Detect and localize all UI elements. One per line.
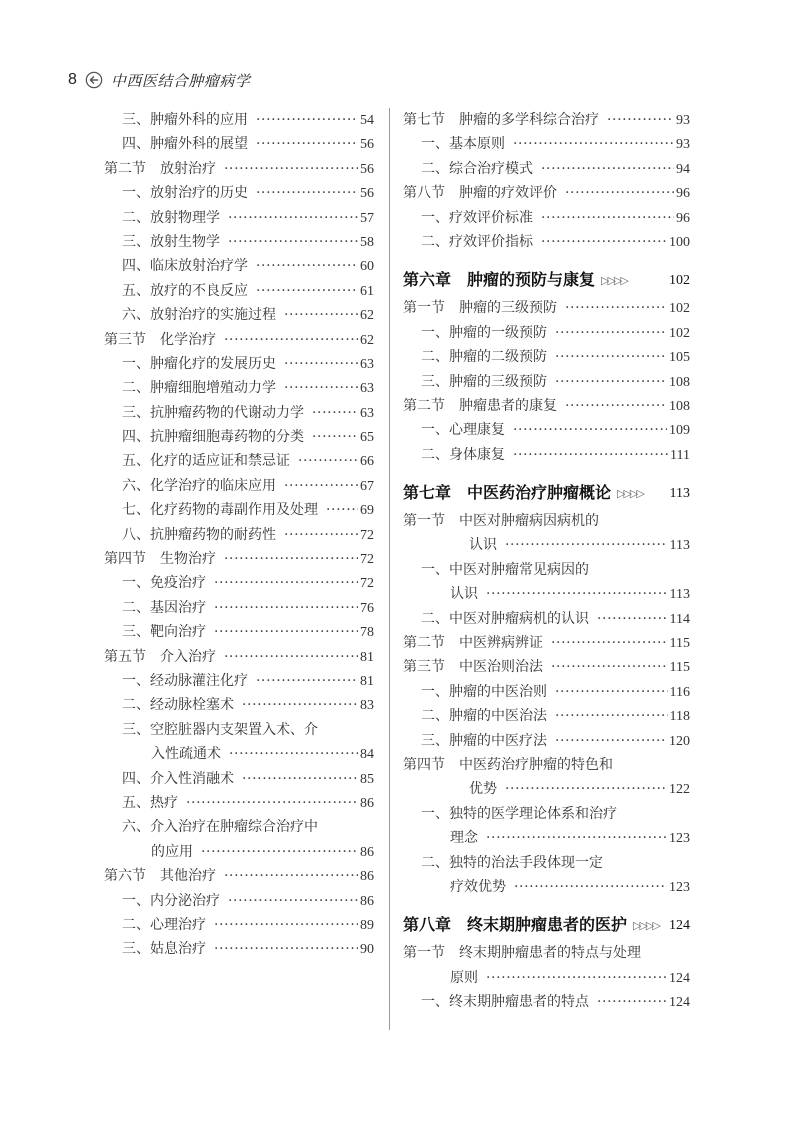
toc-entry[interactable] — [104, 181, 374, 205]
toc-entry-title: 第二节 肿瘤患者的康复 — [403, 397, 557, 414]
toc-entry[interactable] — [403, 875, 690, 899]
dot-leader — [214, 620, 358, 644]
dot-leader — [505, 533, 668, 557]
toc-page-number: 78 — [360, 625, 374, 641]
dot-leader — [555, 680, 668, 704]
toc-page-number: 120 — [669, 733, 690, 749]
toc-page-number: 108 — [669, 374, 690, 390]
toc-entry-title: 二、肿瘤的二级预防 — [421, 349, 547, 366]
toc-page-number: 100 — [669, 234, 690, 250]
dot-leader — [256, 132, 358, 156]
toc-entry[interactable] — [104, 108, 374, 132]
toc-entry-title: 一、疗效评价标准 — [421, 209, 533, 226]
toc-page-number: 96 — [676, 210, 690, 226]
dot-leader — [284, 474, 358, 498]
dot-leader — [229, 742, 358, 766]
toc-page-number: 72 — [360, 527, 374, 543]
toc-entry-title: 五、化疗的适应证和禁忌证 — [122, 453, 290, 470]
toc-entry-title: 第四节 生物治疗 — [104, 551, 216, 568]
dot-leader — [555, 729, 667, 753]
toc-entry-title: 四、肿瘤外科的展望 — [122, 136, 248, 153]
dot-leader — [242, 693, 358, 717]
dot-leader — [312, 401, 358, 425]
toc-entry-line — [403, 941, 690, 965]
toc-entry-title: 第七节 肿瘤的多学科综合治疗 — [403, 112, 599, 128]
chevron-arrows-icon: ▷▷▷▷ — [601, 275, 627, 288]
toc-entry-title: 三、放射生物学 — [122, 233, 220, 250]
toc-entry-title: 一、基本原则 — [421, 136, 505, 153]
toc-entry[interactable] — [104, 523, 374, 547]
toc-entry[interactable] — [104, 767, 374, 791]
dot-leader — [284, 352, 358, 376]
toc-entry-title: 二、疗效评价指标 — [421, 233, 533, 250]
toc-page-number: 72 — [360, 576, 374, 592]
toc-page-number: 54 — [360, 113, 374, 128]
toc-entry[interactable] — [403, 394, 690, 418]
toc-entry-title: 三、抗肿瘤药物的代谢动力学 — [122, 404, 304, 421]
dot-leader — [565, 296, 667, 320]
chapter-title: 第七章 中医药治疗肿瘤概论 — [403, 485, 612, 503]
toc-page-number: 90 — [360, 942, 374, 958]
dot-leader — [514, 875, 667, 899]
toc-entry[interactable] — [104, 376, 374, 400]
toc-entry-title: 二、肿瘤的中医治法 — [421, 708, 547, 725]
dot-leader — [551, 631, 668, 655]
toc-entry-title: 一、心理康复 — [421, 422, 505, 439]
toc-page-number: 113 — [669, 587, 690, 603]
toc-page-number: 84 — [360, 747, 374, 763]
dot-leader — [224, 547, 358, 571]
dot-leader — [201, 840, 358, 864]
toc-entry-title: 第一节 肿瘤的三级预防 — [403, 300, 557, 317]
toc-entry[interactable] — [104, 840, 374, 864]
toc-entry-title: 四、介入性消融术 — [122, 770, 234, 787]
toc-entry[interactable] — [403, 966, 690, 990]
dot-leader — [228, 206, 358, 230]
toc-entry-title: 一、免疫治疗 — [122, 575, 206, 592]
chapter-title: 第六章 肿瘤的预防与康复 — [403, 272, 596, 290]
toc-entry[interactable] — [403, 582, 690, 606]
toc-page-number: 85 — [360, 771, 374, 787]
dot-leader — [224, 864, 358, 888]
toc-entry-title: 三、空腔脏器内支架置入术、介 — [122, 721, 318, 738]
toc-entry-title: 二、经动脉栓塞术 — [122, 697, 234, 714]
toc-page-number: 81 — [360, 649, 374, 665]
toc-entry[interactable] — [104, 596, 374, 620]
toc-entry-title: 七、化疗药物的毒副作用及处理 — [122, 502, 318, 519]
dot-leader — [256, 254, 358, 278]
toc-entry-title: 四、抗肿瘤细胞毒药物的分类 — [122, 429, 304, 446]
dot-leader — [551, 655, 668, 679]
toc-entry-title: 一、肿瘤的一级预防 — [421, 324, 547, 341]
toc-entry[interactable] — [104, 132, 374, 156]
toc-entry[interactable] — [403, 296, 690, 320]
toc-entry-title: 第一节 中医对肿瘤病因病机的 — [403, 513, 599, 530]
toc-entry-title: 一、肿瘤的中医治则 — [421, 683, 547, 700]
toc-entry-title: 认识 — [450, 586, 478, 603]
toc-page-number: 108 — [669, 398, 690, 414]
dot-leader — [224, 157, 358, 181]
toc-entry[interactable] — [403, 607, 690, 631]
dot-leader — [607, 108, 674, 132]
toc-entry-title: 第三节 化学治疗 — [104, 331, 216, 348]
chapter-title: 第八章 终末期肿瘤患者的医护 — [403, 917, 628, 935]
toc-page-number: 62 — [360, 308, 374, 324]
toc-chapter-heading[interactable] — [403, 266, 690, 296]
toc-page-number: 86 — [360, 893, 374, 909]
toc-entry-title: 三、靶向治疗 — [122, 624, 206, 641]
toc-entry-line — [104, 718, 374, 742]
chapter-spacer — [403, 467, 690, 479]
toc-page-number: 123 — [669, 879, 690, 895]
toc-page-number: 61 — [360, 283, 374, 299]
toc-entry-title: 理念 — [450, 830, 478, 847]
dot-leader — [541, 157, 674, 181]
chapter-spacer — [403, 254, 690, 266]
toc-entry-title: 三、肿瘤的三级预防 — [421, 373, 547, 390]
toc-entry-title: 一、中医对肿瘤常见病因的 — [421, 561, 589, 578]
toc-chapter-heading[interactable] — [403, 911, 690, 941]
dot-leader — [284, 376, 358, 400]
toc-page-number: 63 — [360, 405, 374, 421]
toc-entry[interactable] — [104, 157, 374, 181]
toc-entry-title: 六、介入治疗在肿瘤综合治疗中 — [122, 819, 318, 836]
dot-leader — [486, 582, 668, 606]
toc-page-number: 123 — [669, 831, 690, 847]
dot-leader — [326, 498, 358, 522]
toc-entry[interactable] — [403, 181, 690, 205]
dot-leader — [228, 889, 358, 913]
chapter-spacer — [403, 899, 690, 911]
toc-page-number: 67 — [360, 478, 374, 494]
toc-page-number: 115 — [669, 660, 690, 676]
toc-entry-title: 二、身体康复 — [421, 446, 505, 463]
toc-page-number: 102 — [669, 325, 690, 341]
chapter-page-number: 124 — [669, 918, 690, 934]
toc-entry[interactable] — [104, 547, 374, 571]
toc-entry[interactable] — [403, 443, 690, 467]
toc-left-column — [104, 108, 374, 962]
dot-leader — [555, 704, 668, 728]
chevron-arrows-icon: ▷▷▷▷ — [633, 920, 659, 933]
toc-entry[interactable] — [403, 533, 690, 557]
toc-page-number: 93 — [676, 113, 690, 128]
toc-entry[interactable] — [403, 704, 690, 728]
toc-entry-line — [403, 851, 690, 875]
toc-entry[interactable] — [403, 345, 690, 369]
toc-page-number: 57 — [360, 210, 374, 226]
page-header — [68, 66, 250, 94]
toc-entry[interactable] — [104, 206, 374, 230]
toc-entry[interactable] — [104, 864, 374, 888]
dot-leader — [486, 966, 667, 990]
toc-entry-title: 原则 — [450, 969, 478, 986]
toc-entry[interactable] — [403, 321, 690, 345]
toc-page-number: 62 — [360, 332, 374, 348]
toc-entry-title: 一、内分泌治疗 — [122, 892, 220, 909]
dot-leader — [565, 181, 674, 205]
toc-page-number: 111 — [670, 447, 690, 463]
toc-page-number: 86 — [360, 869, 374, 885]
toc-page-number: 122 — [669, 782, 690, 798]
toc-entry-title: 优势 — [469, 781, 497, 798]
toc-page-number: 83 — [360, 698, 374, 714]
toc-entry[interactable] — [104, 449, 374, 473]
toc-entry-title: 一、经动脉灌注化疗 — [122, 672, 248, 689]
toc-entry[interactable] — [104, 425, 374, 449]
toc-entry-title: 一、放射治疗的历史 — [122, 185, 248, 202]
back-arrow-icon — [85, 71, 103, 89]
toc-entry-title: 认识 — [469, 537, 497, 554]
toc-entry-title: 六、化学治疗的临床应用 — [122, 477, 276, 494]
toc-entry[interactable] — [104, 669, 374, 693]
toc-entry[interactable] — [403, 680, 690, 704]
toc-page-number: 63 — [360, 381, 374, 397]
toc-entry-line — [403, 509, 690, 533]
toc-entry[interactable] — [403, 826, 690, 850]
column-divider — [389, 108, 390, 1030]
toc-page-number: 56 — [360, 137, 374, 153]
toc-entry-title: 第三节 中医治则治法 — [403, 659, 543, 676]
toc-page-number: 66 — [360, 454, 374, 470]
dot-leader — [312, 425, 358, 449]
toc-entry[interactable] — [104, 645, 374, 669]
toc-page-number: 115 — [669, 636, 690, 652]
chapter-page-number: 113 — [669, 486, 690, 502]
toc-entry[interactable] — [403, 230, 690, 254]
dot-leader — [565, 394, 667, 418]
dot-leader — [256, 108, 358, 132]
toc-entry-title: 五、热疗 — [122, 794, 178, 811]
toc-entry[interactable] — [104, 937, 374, 961]
toc-entry[interactable] — [104, 254, 374, 278]
dot-leader — [555, 345, 667, 369]
toc-entry-title: 四、临床放射治疗学 — [122, 258, 248, 275]
dot-leader — [597, 990, 667, 1014]
dot-leader — [284, 303, 358, 327]
dot-leader — [513, 443, 668, 467]
dot-leader — [541, 206, 674, 230]
toc-page-number: 102 — [669, 301, 690, 317]
toc-entry[interactable] — [403, 132, 690, 156]
toc-entry[interactable] — [403, 655, 690, 679]
toc-entry-title: 五、放疗的不良反应 — [122, 282, 248, 299]
dot-leader — [513, 418, 667, 442]
dot-leader — [214, 937, 358, 961]
dot-leader — [541, 230, 667, 254]
toc-entry[interactable] — [104, 693, 374, 717]
dot-leader — [555, 321, 667, 345]
toc-entry[interactable] — [104, 328, 374, 352]
toc-page-number: 105 — [669, 350, 690, 366]
toc-page-number: 58 — [360, 234, 374, 250]
toc-entry-line — [104, 815, 374, 839]
toc-page-number: 114 — [669, 611, 690, 627]
toc-page-number: 86 — [360, 795, 374, 811]
toc-entry-title: 第一节 终末期肿瘤患者的特点与处理 — [403, 945, 641, 962]
toc-entry[interactable] — [403, 990, 690, 1014]
toc-entry-title: 一、独特的医学理论体系和治疗 — [421, 805, 617, 822]
toc-entry-title: 疗效优势 — [450, 878, 506, 895]
toc-page-number: 109 — [669, 423, 690, 439]
dot-leader — [284, 523, 358, 547]
toc-entry-title: 八、抗肿瘤药物的耐药性 — [122, 526, 276, 543]
dot-leader — [256, 181, 358, 205]
toc-entry[interactable] — [104, 303, 374, 327]
toc-page-number: 65 — [360, 430, 374, 446]
toc-page-number: 60 — [360, 259, 374, 275]
dot-leader — [214, 913, 358, 937]
dot-leader — [224, 328, 358, 352]
toc-page-number: 94 — [676, 161, 690, 177]
toc-entry[interactable] — [403, 206, 690, 230]
toc-entry[interactable] — [403, 157, 690, 181]
dot-leader — [214, 571, 358, 595]
toc-entry-title: 二、综合治疗模式 — [421, 160, 533, 177]
toc-entry[interactable] — [403, 631, 690, 655]
toc-right-column — [403, 108, 690, 1015]
toc-entry-title: 二、心理治疗 — [122, 916, 206, 933]
dot-leader — [186, 791, 358, 815]
toc-page-number: 81 — [360, 673, 374, 689]
toc-entry[interactable] — [104, 498, 374, 522]
toc-entry-title: 第六节 其他治疗 — [104, 868, 216, 885]
toc-entry-line — [403, 802, 690, 826]
toc-entry-line — [403, 753, 690, 777]
toc-entry-title: 六、放射治疗的实施过程 — [122, 307, 276, 324]
toc-entry-title: 二、放射物理学 — [122, 209, 220, 226]
toc-entry-title: 二、肿瘤细胞增殖动力学 — [122, 380, 276, 397]
toc-page-number: 69 — [360, 503, 374, 519]
toc-page-number: 124 — [669, 970, 690, 986]
toc-entry[interactable] — [104, 913, 374, 937]
toc-entry[interactable] — [403, 108, 690, 132]
toc-entry-title: 一、终末期肿瘤患者的特点 — [421, 994, 589, 1011]
toc-entry-title: 第五节 介入治疗 — [104, 648, 216, 665]
toc-page-number: 93 — [676, 137, 690, 153]
toc-entry[interactable] — [403, 777, 690, 801]
dot-leader — [298, 449, 358, 473]
toc-page-number: 63 — [360, 356, 374, 372]
toc-page-number: 89 — [360, 917, 374, 933]
toc-entry-title: 第二节 中医辨病辨证 — [403, 635, 543, 652]
dot-leader — [228, 230, 358, 254]
toc-entry-title: 二、独特的治法手段体现一定 — [421, 854, 603, 871]
toc-entry-line — [403, 558, 690, 582]
dot-leader — [224, 645, 358, 669]
toc-entry[interactable] — [104, 279, 374, 303]
toc-entry[interactable] — [403, 418, 690, 442]
toc-entry-title: 第四节 中医药治疗肿瘤的特色和 — [403, 756, 613, 773]
toc-entry-title: 一、肿瘤化疗的发展历史 — [122, 355, 276, 372]
chevron-arrows-icon: ▷▷▷▷ — [617, 488, 643, 501]
toc-page-number: 118 — [669, 709, 690, 725]
dot-leader — [214, 596, 358, 620]
dot-leader — [256, 669, 358, 693]
toc-entry-title: 第二节 放射治疗 — [104, 160, 216, 177]
toc-page-number: 96 — [676, 186, 690, 202]
dot-leader — [486, 826, 667, 850]
toc-entry[interactable] — [104, 401, 374, 425]
dot-leader — [505, 777, 667, 801]
toc-page-number: 56 — [360, 161, 374, 177]
toc-chapter-heading[interactable] — [403, 479, 690, 509]
toc-entry[interactable] — [104, 620, 374, 644]
toc-entry[interactable] — [403, 729, 690, 753]
toc-entry-title: 入性疏通术 — [151, 746, 221, 763]
toc-entry[interactable] — [104, 571, 374, 595]
toc-entry[interactable] — [104, 474, 374, 498]
toc-entry-title: 第八节 肿瘤的疗效评价 — [403, 185, 557, 202]
toc-entry[interactable] — [104, 889, 374, 913]
toc-entry-title: 三、肿瘤外科的应用 — [122, 112, 248, 128]
toc-entry-title: 三、肿瘤的中医疗法 — [421, 732, 547, 749]
toc-entry-title: 三、姑息治疗 — [122, 941, 206, 958]
toc-page-number: 113 — [669, 538, 690, 554]
chapter-page-number: 102 — [669, 273, 690, 289]
toc-page-number: 116 — [669, 684, 690, 700]
toc-page-number: 76 — [360, 600, 374, 616]
toc-entry[interactable] — [104, 352, 374, 376]
toc-entry-title: 二、中医对肿瘤病机的认识 — [421, 610, 589, 627]
toc-page-number: 124 — [669, 995, 690, 1011]
toc-page-number: 86 — [360, 844, 374, 860]
dot-leader — [256, 279, 358, 303]
toc-page-number: 56 — [360, 186, 374, 202]
dot-leader — [242, 767, 358, 791]
dot-leader — [513, 132, 674, 156]
toc-page-number: 72 — [360, 552, 374, 568]
page-number: 8 — [68, 71, 77, 88]
toc-entry-title: 的应用 — [151, 843, 193, 860]
dot-leader — [555, 370, 667, 394]
toc-entry[interactable] — [104, 791, 374, 815]
toc-entry-title: 二、基因治疗 — [122, 599, 206, 616]
toc-entry[interactable] — [104, 742, 374, 766]
dot-leader — [597, 607, 668, 631]
book-title: 中西医结合肿瘤病学 — [110, 71, 251, 90]
toc-entry[interactable] — [104, 230, 374, 254]
toc-entry[interactable] — [403, 370, 690, 394]
